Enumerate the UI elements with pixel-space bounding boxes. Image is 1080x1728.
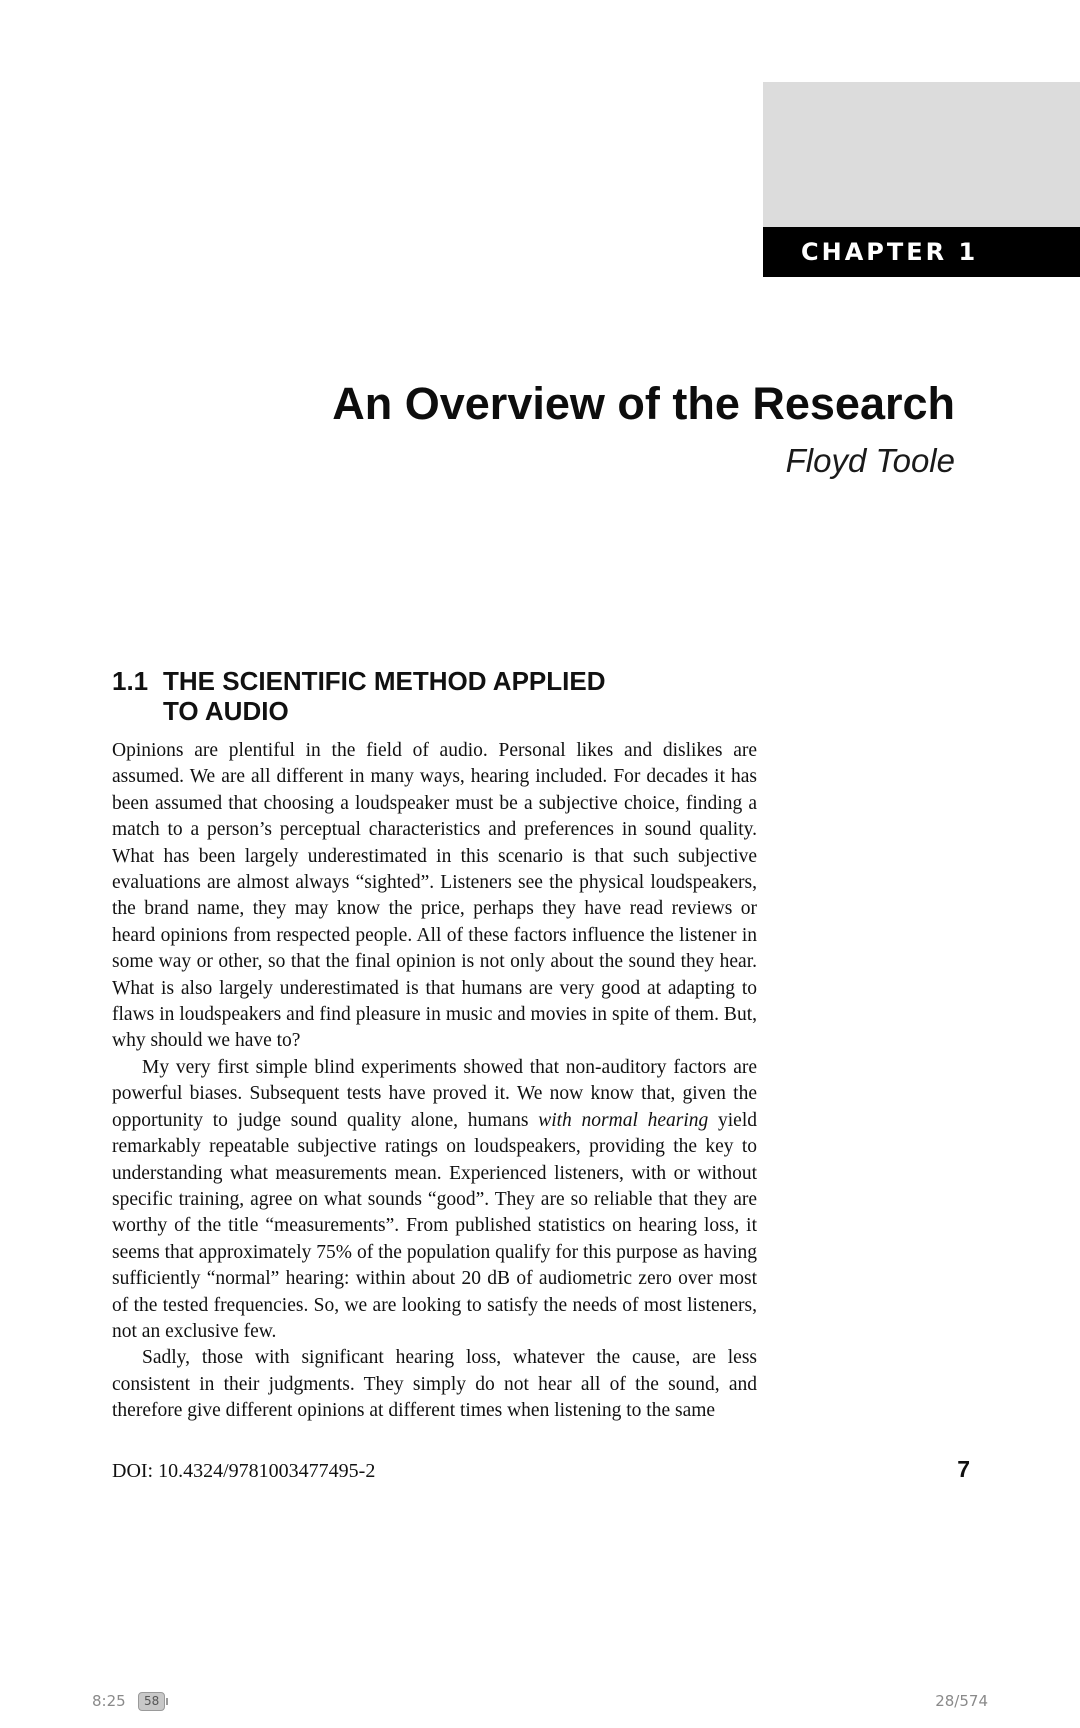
paragraph-2-text-a: My very first simple blind experiments showed that non-auditory factors are powerful biases. Subsequent tests have proved it. We now know that, given the opportunity to judge sound quality alone, humans: [112, 1056, 757, 1131]
paragraph-3: Sadly, those with significant hearing loss, whatever the cause, are less consistent in their judgments. They simply do not hear all of the sound, and therefore give different opinions at different times when listening to the same: [112, 1347, 757, 1422]
doi-reference: DOI: 10.4324/9781003477495-2: [112, 1460, 376, 1482]
section-title-line1: THE SCIENTIFIC METHOD APPLIED: [163, 666, 606, 696]
body-text: [112, 738, 757, 1425]
chapter-label: CHAPTER 1: [763, 227, 1080, 277]
page-progress: 28/574: [935, 1692, 988, 1710]
section-heading: [112, 666, 606, 726]
paragraph-1: Opinions are plentiful in the field of audio. Personal likes and dislikes are assumed. We are all different in many ways, hearing included. For decades it has been assumed that choosing a loudspeaker must be a subjective choice, finding a match to a person’s perceptual characteristics and preferences in sound quality. What has been largely underestimated in this scenario is that such subjective evaluations are almost always “sighted”. Listeners see the physical loudspeakers, the brand name, they may know the price, perhaps they have read reviews or heard opinions from respected people. All of these factors influence the listener in some way or other, so that the final opinion is not only about the sound they hear. What is also largely underestimated is that humans are very good at adapting to flaws in loudspeakers and find pleasure in music and movies in spite of them. But, why should we have to?: [112, 740, 757, 1052]
paragraph-2-emphasis: with normal hearing: [538, 1109, 709, 1131]
battery-level: 58: [144, 1694, 160, 1708]
chapter-author: Floyd Toole: [785, 442, 955, 479]
section-title-line2: TO AUDIO: [163, 696, 289, 726]
page-number: 7: [957, 1456, 970, 1482]
chapter-header-block: [763, 82, 1080, 227]
paragraph-2: [112, 1055, 757, 1345]
section-number: 1.1: [112, 666, 149, 696]
chapter-title: An Overview of the Research: [332, 378, 955, 429]
status-time: 8:25: [92, 1692, 126, 1710]
battery-icon: [138, 1692, 165, 1711]
paragraph-2-text-b: yield remarkably repeatable subjective ratings on loudspeakers, providing the key to understanding what measurements mean. Experienced listeners, with or without specific training, agree on what sounds “good”. They are so reliable that they are worthy of the title “measurements”. From published statistics on hearing loss, it seems that approximately 75% of the population qualify for this purpose as having sufficiently “normal” hearing: within about 20 dB of audiometric zero over most of the tested frequencies. So, we are looking to satisfy the needs of most listeners, not an exclusive few.: [112, 1109, 757, 1342]
